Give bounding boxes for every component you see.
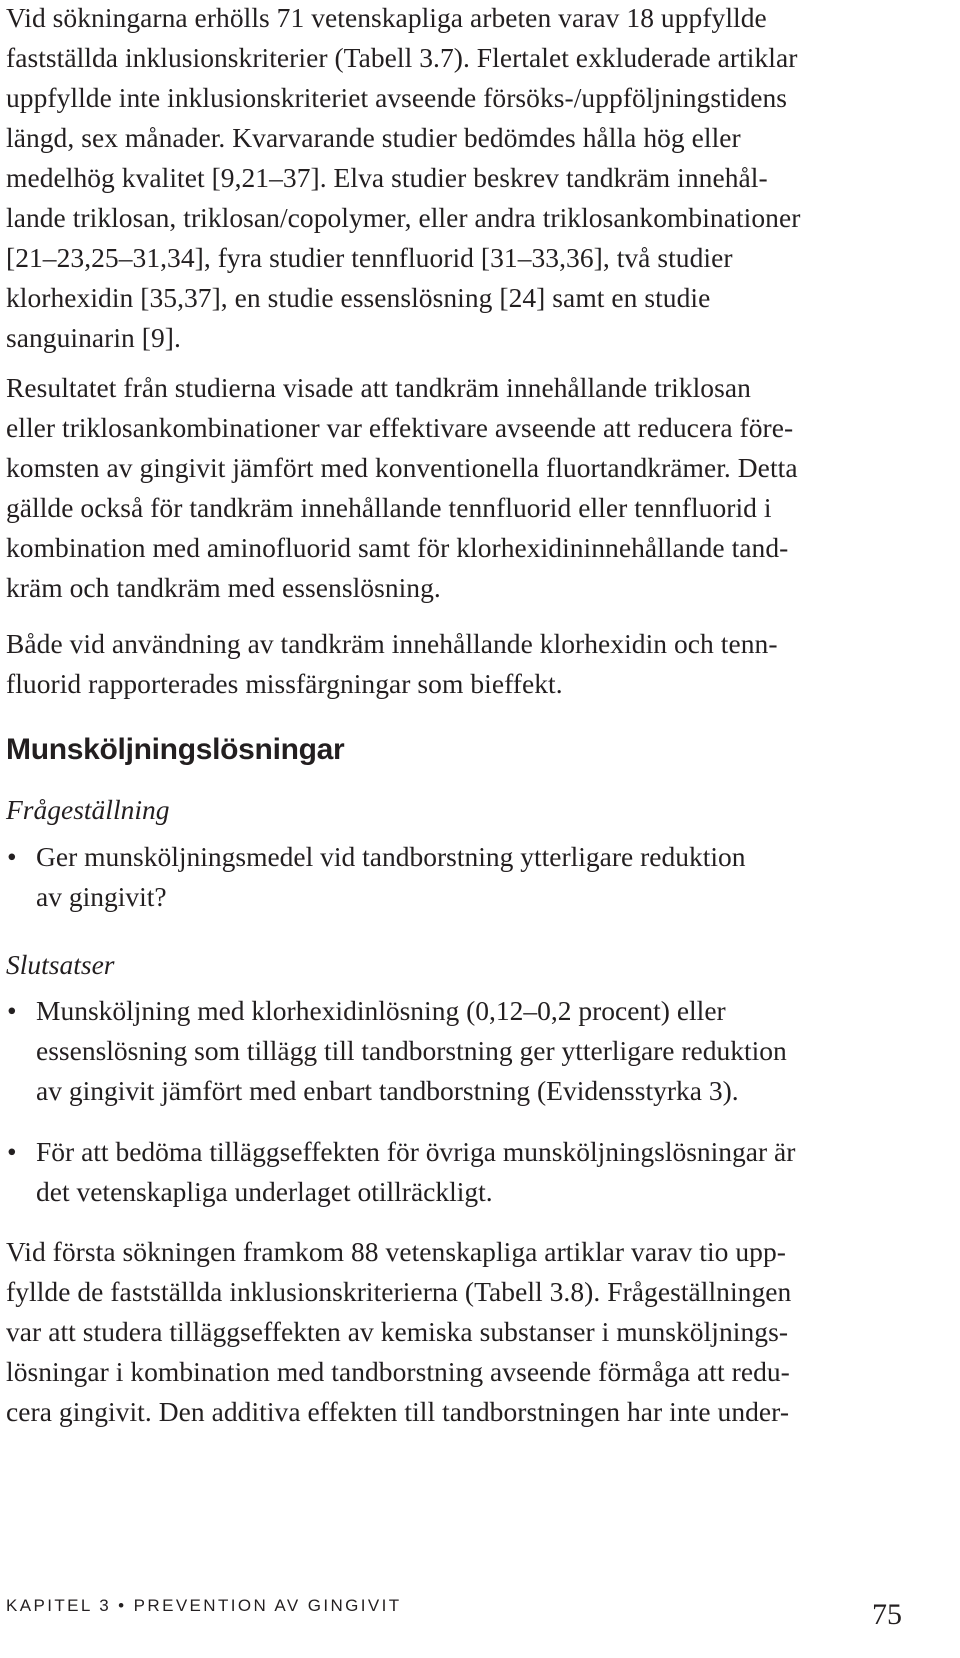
text-line: Ger munsköljningsmedel vid tandborstning ytterligare reduktion — [36, 841, 746, 872]
text-line: essenslösning som tillägg till tandborstning ger ytterligare reduktion — [36, 1035, 787, 1066]
text-line: fyllde de fastställda inklusionskriterierna (Tabell 3.8). Frågeställningen — [6, 1276, 792, 1307]
conclusions-label: Slutsatser — [6, 949, 115, 980]
text-line: det vetenskapliga underlaget otillräckligt. — [36, 1176, 493, 1207]
text-line: Både vid användning av tandkräm innehållande klorhexidin och tenn- — [6, 628, 778, 659]
text-line: cera gingivit. Den additiva effekten till tandborstningen har inte under- — [6, 1396, 790, 1427]
text-line: medelhög kvalitet [9,21–37]. Elva studier beskrev tandkräm innehål- — [6, 162, 768, 193]
bullet-text — [36, 991, 787, 1111]
page-number: 75 — [872, 1598, 902, 1631]
text-line: [21–23,25–31,34], fyra studier tennfluorid [31–33,36], två studier — [6, 242, 733, 273]
text-line: Munsköljning med klorhexidinlösning (0,12–0,2 procent) eller — [36, 995, 726, 1026]
text-line: längd, sex månader. Kvarvarande studier bedömdes hålla hög eller — [6, 122, 741, 153]
text-line: lösningar i kombination med tandborstning avseende förmåga att redu- — [6, 1356, 790, 1387]
text-line: kombination med aminofluorid samt för klorhexidininnehållande tand- — [6, 532, 789, 563]
text-line: var att studera tilläggseffekten av kemiska substanser i munsköljnings- — [6, 1316, 789, 1347]
text-line: klorhexidin [35,37], en studie essenslösning [24] samt en studie — [6, 282, 711, 313]
bullet-icon: • — [7, 995, 17, 1026]
text-line: Resultatet från studierna visade att tandkräm innehållande triklosan — [6, 372, 751, 403]
bullet-icon: • — [7, 1136, 17, 1167]
text-line: komsten av gingivit jämfört med konventionella fluortandkrämer. Detta — [6, 452, 798, 483]
paragraph-mouthwash-search — [6, 1232, 791, 1432]
text-line: av gingivit? — [36, 881, 167, 912]
text-line: kräm och tandkräm med essenslösning. — [6, 572, 441, 603]
paragraph-study-results — [6, 368, 798, 608]
running-footer: KAPITEL 3 • PREVENTION AV GINGIVIT — [6, 1596, 402, 1615]
text-line: sanguinarin [9]. — [6, 322, 181, 353]
paragraph-search-results — [6, 0, 800, 358]
text-line: fastställda inklusionskriterier (Tabell 3.7). Flertalet exkluderade artiklar — [6, 42, 798, 73]
text-line: av gingivit jämfört med enbart tandborstning (Evidensstyrka 3). — [36, 1075, 739, 1106]
text-line: Vid sökningarna erhölls 71 vetenskapliga arbeten varav 18 uppfyllde — [6, 2, 767, 33]
question-label: Frågeställning — [6, 794, 170, 825]
text-line: gällde också för tandkräm innehållande tennfluorid eller tennfluorid i — [6, 492, 772, 523]
bullet-text — [36, 1132, 795, 1212]
text-line: uppfyllde inte inklusionskriteriet avseende försöks-/uppföljningstidens — [6, 82, 788, 113]
paragraph-side-effects — [6, 624, 778, 704]
text-line: fluorid rapporterades missfärgningar som bieffekt. — [6, 668, 563, 699]
section-heading: Munsköljningslösningar — [6, 733, 345, 766]
text-line: eller triklosankombinationer var effektivare avseende att reducera före- — [6, 412, 794, 443]
bullet-text — [36, 837, 746, 917]
text-line: lande triklosan, triklosan/copolymer, eller andra triklosankombinationer — [6, 202, 801, 233]
text-line: Vid första sökningen framkom 88 vetenskapliga artiklar varav tio upp- — [6, 1236, 786, 1267]
text-line: För att bedöma tilläggseffekten för övriga munsköljningslösningar är — [36, 1136, 796, 1167]
bullet-icon: • — [7, 841, 17, 872]
